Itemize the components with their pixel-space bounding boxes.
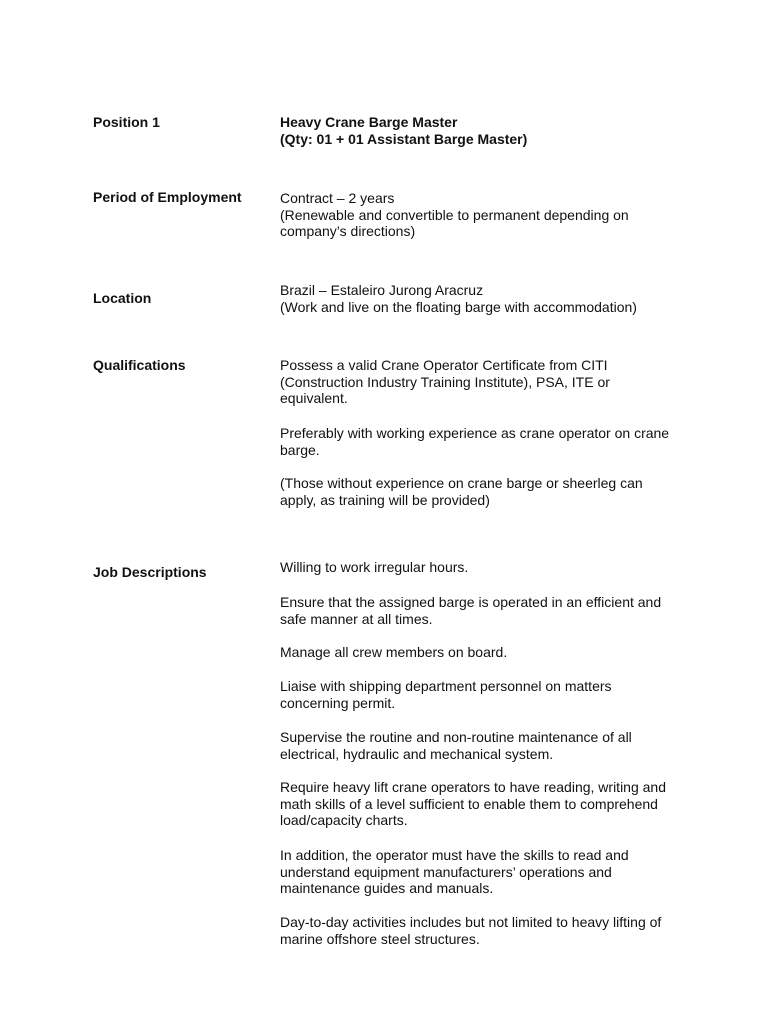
job-line: load/capacity charts. [280,812,408,828]
job-line: electrical, hydraulic and mechanical system. [280,745,554,762]
job-paragraph [280,678,720,711]
job-paragraph [280,729,720,762]
job-line: Ensure that the assigned barge is operated in an efficient and [280,594,662,610]
position-label: Position 1 [93,114,160,130]
qualification-line: (Those without experience on crane barge or sheerleg can [280,475,643,491]
period-line: company’s directions) [280,223,416,239]
location-block [280,282,720,315]
job-line: Liaise with shipping department personnel on matters [280,678,612,694]
qualification-line: (Construction Industry Training Institute), PSA, ITE or [280,373,610,390]
job-line: Require heavy lift crane operators to have reading, writing and [280,779,666,795]
job-line: Willing to work irregular hours. [280,559,469,575]
job-line: Day-to-day activities includes but not limited to heavy lifting of [280,914,662,930]
job-line: marine offshore steel structures. [280,930,480,947]
period-line: (Renewable and convertible to permanent depending on [280,206,629,223]
job-paragraph [280,644,720,661]
job-paragraph [280,779,720,829]
job-line: In addition, the operator must have the skills to read and [280,847,629,863]
job-paragraph [280,594,720,627]
job-line: maintenance guides and manuals. [280,880,494,896]
qualification-line: Possess a valid Crane Operator Certificate from CITI [280,357,608,373]
location-label: Location [93,290,152,306]
period-label: Period of Employment [93,189,242,205]
qualification-paragraph [280,357,720,407]
job-line: Manage all crew members on board. [280,644,508,660]
job-line: Supervise the routine and non-routine maintenance of all [280,729,632,745]
qualification-paragraph [280,425,720,458]
period-block [280,190,720,240]
location-line: (Work and live on the floating barge with accommodation) [280,298,637,315]
qualification-line: equivalent. [280,390,348,406]
job-line: safe manner at all times. [280,610,433,627]
period-line: Contract – 2 years [280,190,395,206]
qualification-line: apply, as training will be provided) [280,491,490,508]
qualifications-label: Qualifications [93,357,186,373]
job-paragraph [280,847,720,897]
job-descriptions-label: Job Descriptions [93,564,207,580]
qualification-paragraph [280,475,720,508]
job-line: math skills of a level sufficient to enable them to comprehend [280,795,658,812]
location-line: Brazil – Estaleiro Jurong Aracruz [280,282,484,298]
job-paragraph [280,559,720,576]
job-line: concerning permit. [280,694,396,711]
qualification-line: Preferably with working experience as crane operator on crane [280,425,670,441]
position-title-block [280,114,720,147]
qualification-line: barge. [280,441,320,458]
job-paragraph [280,914,720,947]
position-qty: (Qty: 01 + 01 Assistant Barge Master) [280,130,528,147]
job-line: understand equipment manufacturers’ operations and [280,863,612,880]
position-title: Heavy Crane Barge Master [280,114,458,130]
